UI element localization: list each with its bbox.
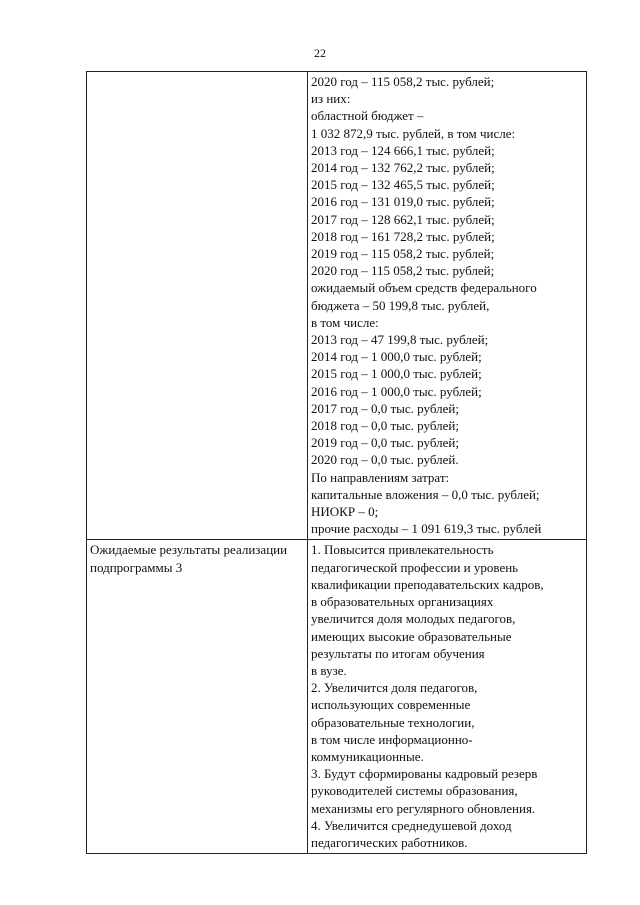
funding-line: из них: xyxy=(311,91,351,107)
results-line: 3. Будут сформированы кадровый резерв xyxy=(311,766,538,782)
row-funding-value-cell xyxy=(308,72,587,540)
funding-line: 2017 год – 0,0 тыс. рублей; xyxy=(311,400,459,416)
results-line: результаты по итогам обучения xyxy=(311,645,485,661)
program-passport-table xyxy=(86,71,587,854)
row-results-label-cell xyxy=(87,540,308,854)
results-line: увеличится доля молодых педагогов, xyxy=(311,611,516,627)
funding-line: прочие расходы – 1 091 619,3 тыс. рублей xyxy=(311,521,542,537)
funding-line: ожидаемый объем средств федерального xyxy=(311,280,537,296)
results-line: 1. Повысится привлекательность xyxy=(311,542,494,558)
funding-lines xyxy=(311,73,583,537)
results-line: 4. Увеличится среднедушевой доход xyxy=(311,817,512,833)
row-results-value-cell xyxy=(308,540,587,854)
funding-line: 2020 год – 115 058,2 тыс. рублей; xyxy=(311,263,495,279)
results-line: образовательные технологии, xyxy=(311,714,475,730)
funding-line: 2013 год – 124 666,1 тыс. рублей; xyxy=(311,142,495,158)
results-line: коммуникационные. xyxy=(311,748,424,764)
results-line: педагогических работников. xyxy=(311,834,468,850)
funding-line: 2016 год – 1 000,0 тыс. рублей; xyxy=(311,383,482,399)
funding-line: 2020 год – 0,0 тыс. рублей. xyxy=(311,452,459,468)
funding-line: 2016 год – 131 019,0 тыс. рублей; xyxy=(311,194,495,210)
results-line: 2. Увеличится доля педагогов, xyxy=(311,680,478,696)
results-line: в вузе. xyxy=(311,662,347,678)
results-line: в том числе информационно- xyxy=(311,731,473,747)
page-number: 22 xyxy=(314,46,326,60)
table-row-funding xyxy=(87,72,587,540)
funding-line: капитальные вложения – 0,0 тыс. рублей; xyxy=(311,486,540,502)
row-funding-label-cell xyxy=(87,72,308,540)
funding-line: 2019 год – 115 058,2 тыс. рублей; xyxy=(311,246,495,262)
funding-line: бюджета – 50 199,8 тыс. рублей, xyxy=(311,297,490,313)
funding-line: 2019 год – 0,0 тыс. рублей; xyxy=(311,435,459,451)
results-line: квалификации преподавательских кадров, xyxy=(311,576,544,592)
funding-line: 2017 год – 128 662,1 тыс. рублей; xyxy=(311,211,495,227)
funding-line: 2014 год – 1 000,0 тыс. рублей; xyxy=(311,349,482,365)
funding-line: областной бюджет – xyxy=(311,108,424,124)
results-line: руководителей системы образования, xyxy=(311,783,518,799)
funding-line: НИОКР – 0; xyxy=(311,504,379,520)
funding-line: 1 032 872,9 тыс. рублей, в том числе: xyxy=(311,125,516,141)
funding-line: 2013 год – 47 199,8 тыс. рублей; xyxy=(311,332,489,348)
results-line: механизмы его регулярного обновления. xyxy=(311,800,536,816)
funding-line: По направлениям затрат: xyxy=(311,469,450,485)
results-line: педагогической профессии и уровень xyxy=(311,559,519,575)
funding-line: 2018 год – 0,0 тыс. рублей; xyxy=(311,418,459,434)
results-line: имеющих высокие образовательные xyxy=(311,628,512,644)
results-label-line: подпрограммы 3 xyxy=(90,559,183,575)
funding-line: в том числе: xyxy=(311,314,379,330)
funding-line: 2020 год – 115 058,2 тыс. рублей; xyxy=(311,74,495,89)
funding-line: 2014 год – 132 762,2 тыс. рублей; xyxy=(311,160,495,176)
results-line: в образовательных организациях xyxy=(311,594,494,610)
funding-line: 2015 год – 1 000,0 тыс. рублей; xyxy=(311,366,482,382)
funding-line: 2018 год – 161 728,2 тыс. рублей; xyxy=(311,228,495,244)
results-label-line: Ожидаемые результаты реализации xyxy=(90,542,288,558)
funding-line: 2015 год – 132 465,5 тыс. рублей; xyxy=(311,177,495,193)
table-row-expected-results xyxy=(87,540,587,854)
results-line: использующих современные xyxy=(311,697,471,713)
